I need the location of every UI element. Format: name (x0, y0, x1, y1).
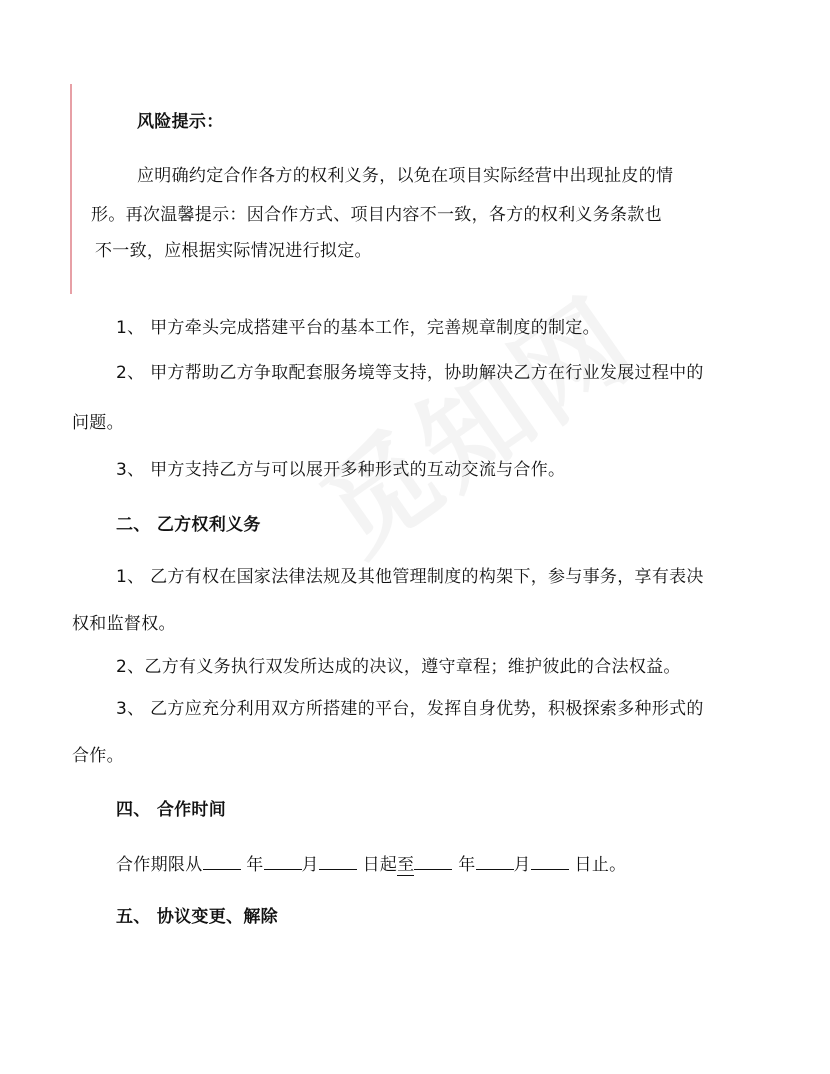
section-2-heading: 二、 乙方权利义务 (116, 515, 261, 535)
term-year-1: 年 (246, 855, 264, 875)
risk-tip-line-2: 形。再次温馨提示：因合作方式、项目内容不一致，各方的权利义务条款也 (91, 205, 662, 225)
risk-tip-line-3: 不一致，应根据实际情况进行拟定。 (95, 241, 372, 261)
party-a-item-2: 2、 甲方帮助乙方争取配套服务境等支持，协助解决乙方在行业发展过程中的 (116, 363, 704, 383)
term-month-2: 月 (513, 855, 531, 875)
party-b-item-1-cont: 权和监督权。 (72, 614, 176, 634)
end-year-blank[interactable] (414, 851, 452, 870)
party-b-item-3-cont: 合作。 (72, 746, 124, 766)
risk-tip-bar (70, 84, 72, 294)
end-month-blank[interactable] (476, 851, 514, 870)
term-year-2: 年 (458, 855, 476, 875)
risk-tip-title: 风险提示： (137, 112, 224, 132)
start-month-blank[interactable] (264, 851, 302, 870)
party-b-item-2: 2、乙方有义务执行双发所达成的决议，遵守章程；维护彼此的合法权益。 (116, 657, 681, 677)
term-prefix: 合作期限从 (116, 855, 203, 875)
cooperation-term-line (116, 851, 626, 877)
start-year-blank[interactable] (203, 851, 241, 870)
watermark (286, 254, 662, 583)
risk-tip-line-1: 应明确约定合作各方的权利义务，以免在项目实际经营中出现扯皮的情 (137, 166, 674, 186)
party-b-item-1: 1、 乙方有权在国家法律法规及其他管理制度的构架下，参与事务，享有表决 (116, 567, 704, 587)
party-a-item-1: 1、 甲方牵头完成搭建平台的基本工作，完善规章制度的制定。 (116, 318, 600, 338)
section-4-heading: 四、 合作时间 (116, 800, 227, 820)
term-day-to: 日止。 (574, 855, 627, 875)
party-a-item-2-cont: 问题。 (72, 413, 124, 433)
party-b-item-3: 3、 乙方应充分利用双方所搭建的平台，发挥自身优势，积极探索多种形式的 (116, 699, 704, 719)
start-day-blank[interactable] (319, 851, 357, 870)
party-a-item-3: 3、 甲方支持乙方与可以展开多种形式的互动交流与合作。 (116, 460, 566, 480)
term-month-1: 月 (301, 855, 319, 875)
term-day-from: 日起 (362, 855, 398, 875)
term-to: 至 (397, 855, 415, 875)
section-5-heading: 五、 协议变更、解除 (116, 907, 278, 927)
end-day-blank[interactable] (531, 851, 569, 870)
